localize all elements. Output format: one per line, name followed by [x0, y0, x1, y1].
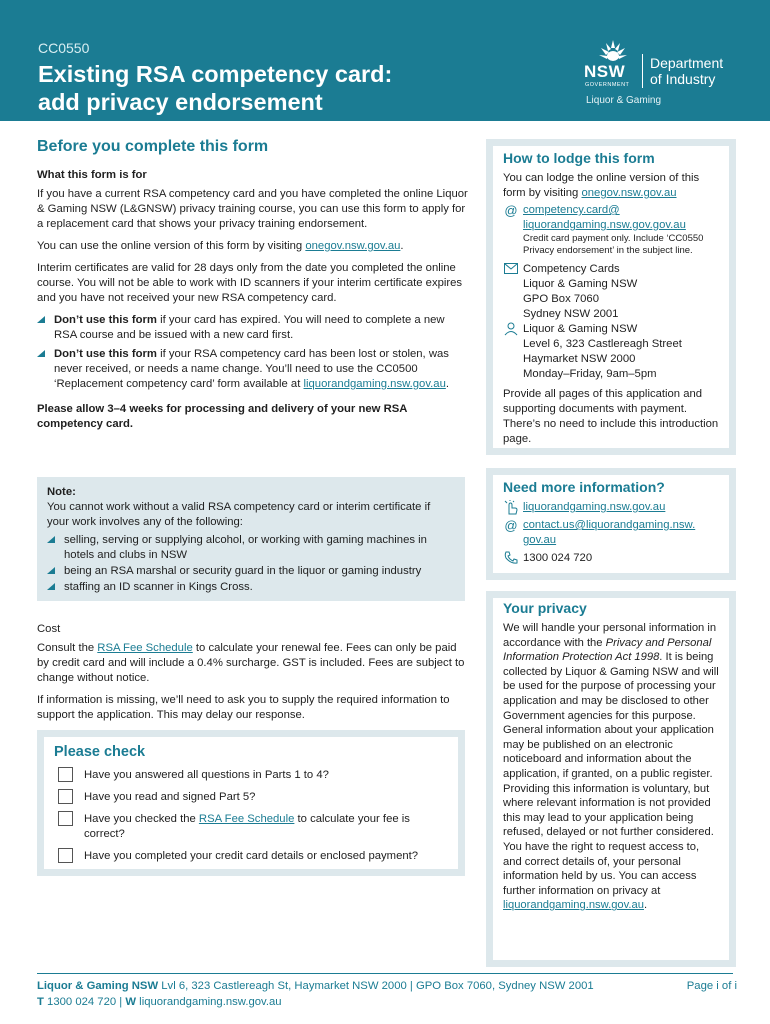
page-title: [38, 60, 478, 116]
logo-government-text: GOVERNMENT: [585, 82, 630, 88]
competency-email-link-2[interactable]: liquorandgaming.nsw.gov.gov.au: [523, 219, 686, 231]
more-email: [503, 518, 719, 548]
footer-phone: 1300 024 720 |: [43, 996, 126, 1008]
intro-subheading: What this form is for: [37, 169, 147, 181]
click-pointer-icon: [503, 500, 519, 518]
warning-bullet-2: [37, 347, 469, 392]
checkbox[interactable]: [58, 811, 73, 826]
intro-paragraph-1: If you have a current RSA competency card and you have completed the online Liquor & Gaming NSW (L&GNSW) privacy training course, you can use this form to apply for a replacement card that shows your privacy training endorsement.: [37, 188, 468, 230]
page-number: Page i of i: [686, 980, 737, 992]
triangle-bullet-icon: [47, 536, 55, 543]
cost-paragraph-2: If information is missing, we’ll need to ask you to supply the required information to support the application. This may delay our response.: [37, 694, 450, 721]
email-icon: @: [504, 203, 518, 218]
intro-p2-end: .: [400, 240, 404, 252]
triangle-bullet-icon: [37, 350, 45, 357]
note-item: [47, 580, 455, 595]
more-info-box: [486, 468, 736, 580]
please-check-box: [37, 730, 465, 876]
email-icon: @: [504, 518, 518, 533]
lodge-outro: Provide all pages of this application and supporting documents with payment. There’s no need to include this introduction page.: [503, 388, 719, 445]
triangle-bullet-icon: [37, 316, 45, 323]
logo-divider: [642, 54, 643, 88]
note-item-text: being an RSA marshal or security guard in the liquor or gaming industry: [64, 565, 422, 577]
lodge-intro-text: You can lodge the online version of this form by visiting: [503, 172, 700, 199]
cost-heading: Cost: [37, 623, 61, 635]
note-item-text: selling, serving or supplying alcohol, or working with gaming machines in hotels and clubs in NSW: [64, 534, 427, 561]
logo-dept-line-2: of Industry: [650, 71, 716, 87]
mail-line: Sydney NSW 2001: [523, 308, 619, 320]
more-web: [503, 500, 719, 515]
privacy-text-end: .: [643, 899, 648, 912]
person-line: Liquor & Gaming NSW: [523, 323, 638, 335]
logo-subtitle: Liquor & Gaming: [586, 95, 662, 106]
mail-line: Liquor & Gaming NSW: [523, 278, 638, 290]
phone-icon: [503, 551, 519, 568]
cost-p1-text: Consult the: [37, 642, 98, 654]
cost-paragraph-1: [37, 641, 469, 686]
contact-email-link-1[interactable]: contact.us@liquorandgaming.nsw.: [523, 519, 696, 531]
privacy-info-link[interactable]: liquorandgaming.nsw.gov.au: [503, 899, 644, 912]
header-banner: [0, 0, 770, 121]
phone-number: 1300 024 720: [523, 552, 593, 564]
bullet-1-bold: Don’t use this form: [54, 314, 157, 326]
footer: [37, 978, 737, 1010]
intro-heading: Before you complete this form: [37, 138, 269, 155]
person-icon: [503, 322, 519, 339]
bullet-2-bold: Don’t use this form: [54, 348, 157, 360]
lodge-in-person: [503, 322, 719, 382]
form-code: CC0550: [38, 40, 90, 56]
liquorandgaming-web-link[interactable]: liquorandgaming.nsw.gov.au: [523, 501, 666, 513]
checkbox[interactable]: [58, 848, 73, 863]
checklist-item: [54, 812, 448, 842]
intro-section: [37, 139, 469, 432]
please-check-heading: Please check: [54, 744, 146, 760]
privacy-act-name: Privacy and Personal Information Protection Act 1998: [503, 636, 712, 664]
person-line: Level 6, 323 Castlereagh Street: [523, 338, 682, 350]
checklist-text: Have you checked the: [84, 813, 199, 825]
cost-p1-rest: to calculate your renewal fee. Fees can only be paid by credit card and will include a 0.4% surcharge. GST is included. Fees are subject to change without notice.: [37, 642, 465, 684]
logo-department-text: [650, 55, 723, 87]
footer-org: Liquor & Gaming NSW: [37, 980, 159, 992]
note-label: Note:: [47, 486, 76, 498]
checklist-text-end: to calculate your fee is correct?: [84, 813, 410, 840]
footer-divider: [37, 973, 733, 974]
checklist-item: [54, 768, 448, 783]
privacy-text: [503, 621, 719, 913]
waratah-icon: [596, 38, 630, 64]
footer-web-label: W: [125, 996, 137, 1008]
note-item: [47, 533, 455, 563]
checklist-text: Have you answered all questions in Parts 1 to 4?: [84, 769, 329, 781]
lodge-intro: [503, 171, 719, 201]
checklist-item: [54, 849, 448, 864]
mail-line: GPO Box 7060: [523, 293, 599, 305]
footer-phone-label: T: [37, 996, 44, 1008]
lodge-email: [503, 203, 719, 257]
rsa-fee-schedule-link[interactable]: RSA Fee Schedule: [198, 813, 295, 825]
how-to-lodge-box: [486, 139, 736, 455]
cost-section: [37, 622, 469, 730]
liquorandgaming-link[interactable]: liquorandgaming.nsw.gov.au: [303, 378, 446, 390]
lodge-mail: [503, 262, 719, 322]
title-line-1: Existing RSA competency card:: [38, 61, 393, 87]
rsa-fee-schedule-link[interactable]: RSA Fee Schedule: [97, 642, 193, 654]
triangle-bullet-icon: [47, 567, 55, 574]
intro-paragraph-2: [37, 239, 469, 254]
competency-email-link-1[interactable]: competency.card@: [523, 204, 620, 216]
privacy-text-1: We will handle your personal information in accordance with the: [503, 622, 717, 649]
processing-time-note: Please allow 3–4 weeks for processing and delivery of your new RSA competency card.: [37, 403, 408, 430]
checklist-text: Have you completed your credit card details or enclosed payment?: [84, 850, 419, 862]
checklist-text: Have you read and signed Part 5?: [84, 791, 256, 803]
footer-address-line: [37, 978, 737, 994]
envelope-icon: [503, 262, 519, 277]
note-box: [37, 477, 465, 601]
privacy-text-2: . It is being collected by Liquor & Gaming NSW and will be used for the purpose of processing your application and may be disclosed to other Government agencies for this purpose. General information about your application may be published on an electronic noticeboard and information about the application, if granted, on a public register. Providing this information is voluntary, but where relevant information is not provided this may lead to your application being refused, delayed or not further considered. You have the right to request access to, and correct details of, your personal information held by us. You can access further information on privacy at: [503, 651, 719, 897]
nsw-department-logo: [584, 38, 744, 112]
how-to-lodge-heading: How to lodge this form: [503, 150, 655, 166]
bullet-2-text: if your RSA competency card has been lost or stolen, was never received, or needs a name change. You’ll need to use the CC0500 ‘Replacement competency card’ form available at: [54, 348, 449, 390]
person-line: Haymarket NSW 2000: [523, 353, 636, 365]
email-note: Credit card payment only. Include ‘CC0550 Privacy endorsement’ in the subject line.: [523, 233, 704, 256]
more-phone: [503, 551, 719, 566]
contact-email-link-2[interactable]: gov.au: [523, 534, 557, 546]
note-item-text: staffing an ID scanner in Kings Cross.: [64, 581, 253, 593]
triangle-bullet-icon: [47, 583, 55, 590]
checklist-item: [54, 790, 448, 805]
intro-paragraph-3: Interim certificates are valid for 28 days only from the date you completed the online course. You will not be able to work with ID scanners if your interim certificate expires and you have not received your new RSA competency card.: [37, 262, 463, 304]
bullet-1-text: if your card has expired. You will need to complete a new RSA course and be issued with a new card first.: [54, 314, 445, 341]
intro-p2-text: You can use the online version of this form by visiting: [37, 240, 306, 252]
note-text: You cannot work without a valid RSA competency card or interim certificate if your work involves any of the following:: [47, 501, 431, 528]
onegov-link[interactable]: onegov.nsw.gov.au: [581, 187, 677, 199]
footer-contact-line: [37, 994, 737, 1010]
title-line-2: add privacy endorsement: [38, 89, 323, 115]
logo-nsw-text: NSW: [584, 62, 626, 81]
privacy-box: [486, 591, 736, 967]
logo-dept-line-1: Department: [650, 55, 724, 71]
checkbox[interactable]: [58, 789, 73, 804]
checkbox[interactable]: [58, 767, 73, 782]
person-line: Monday–Friday, 9am–5pm: [523, 368, 657, 380]
note-item: [47, 564, 455, 579]
mail-line: Competency Cards: [523, 263, 620, 275]
onegov-link[interactable]: onegov.nsw.gov.au: [305, 240, 401, 252]
bullet-2-end: .: [445, 378, 449, 390]
privacy-heading: Your privacy: [503, 600, 587, 616]
warning-bullet-1: [37, 313, 469, 343]
footer-address: Lvl 6, 323 Castlereagh St, Haymarket NSW 2000 | GPO Box 7060, Sydney NSW 2001: [158, 980, 594, 992]
more-info-heading: Need more information?: [503, 479, 665, 495]
footer-web: liquorandgaming.nsw.gov.au: [136, 996, 282, 1008]
